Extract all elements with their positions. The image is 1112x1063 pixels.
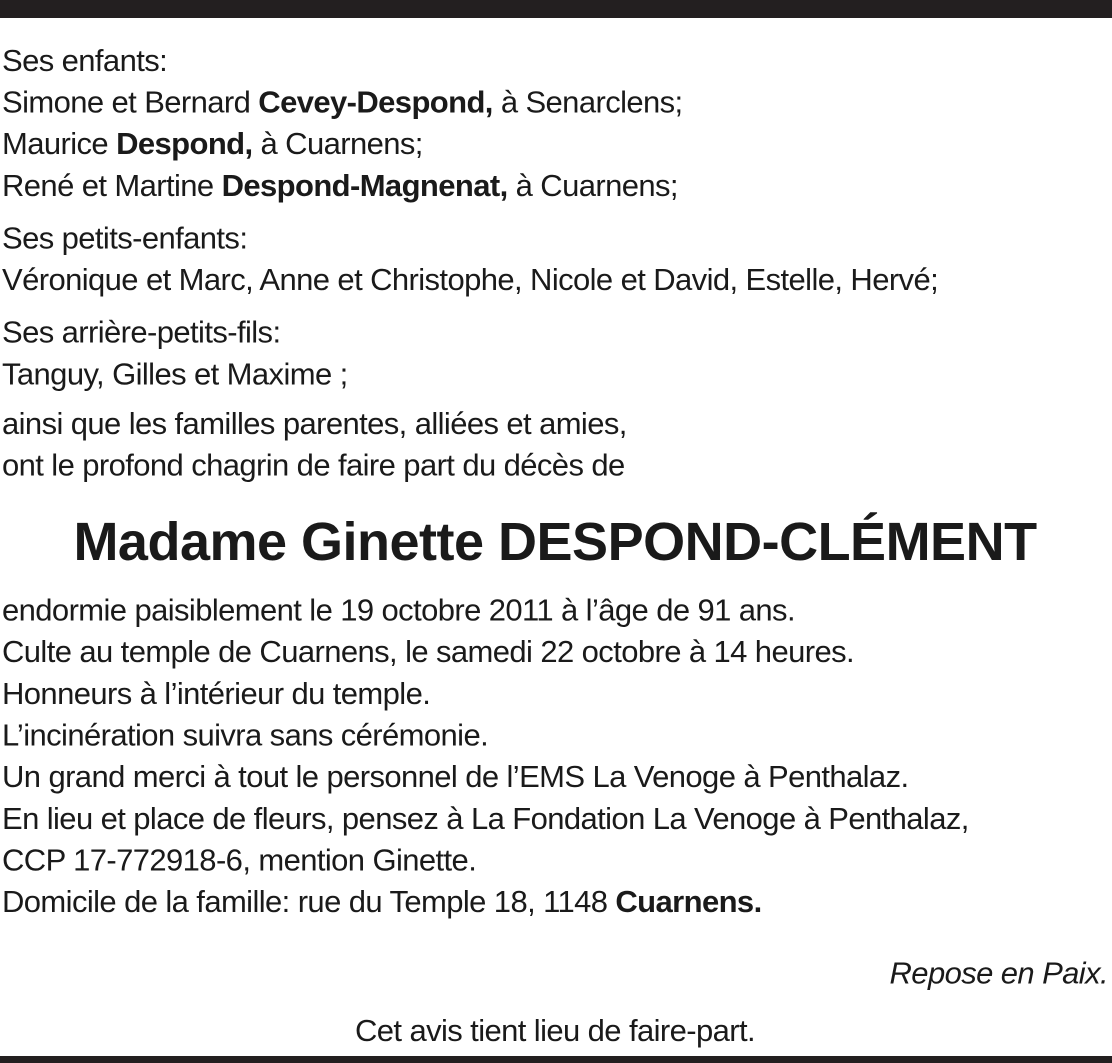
families-line: ont le profond chagrin de faire part du décès de — [2, 447, 625, 483]
detail-line: CCP 17-772918-6, mention Ginette. — [2, 842, 477, 878]
families-line: ainsi que les familles parentes, alliées et amies, — [2, 406, 627, 441]
child-surname: Despond-Magnenat, — [221, 167, 508, 203]
grandchildren-heading: Ses petits-enfants: — [2, 220, 248, 256]
child-surname: Cevey-Despond, — [258, 84, 493, 120]
footer-note: Cet avis tient lieu de faire-part. — [354, 1013, 756, 1049]
detail-line: Culte au temple de Cuarnens, le samedi 22 octobre à 14 heures. — [2, 634, 855, 670]
child-entry: Maurice Despond, à Cuarnens; — [2, 126, 423, 162]
obituary-notice — [2, 40, 1108, 1052]
child-surname: Despond, — [116, 126, 253, 162]
detail-line: En lieu et place de fleurs, pensez à La Fondation La Venoge à Penthalaz, — [2, 800, 969, 836]
detail-line: Honneurs à l’intérieur du temple. — [2, 675, 431, 711]
child-entry: Simone et Bernard Cevey-Despond, à Senarclens; — [2, 84, 683, 120]
detail-line: Un grand merci à tout le personnel de l’EMS La Venoge à Penthalaz. — [2, 759, 909, 795]
children-heading: Ses enfants: — [2, 42, 168, 78]
domicile-town: Cuarnens. — [615, 884, 762, 920]
closing-phrase: Repose en Paix. — [889, 955, 1108, 991]
great-grandchildren-heading: Ses arrière-petits-fils: — [2, 314, 281, 350]
top-rule — [0, 0, 1112, 18]
child-entry: René et Martine Despond-Magnenat, à Cuarnens; — [2, 167, 678, 203]
grandchildren-names: Véronique et Marc, Anne et Christophe, Nicole et David, Estelle, Hervé; — [2, 262, 939, 297]
deceased-name: Madame Ginette DESPOND-CLÉMENT — [73, 512, 1037, 572]
great-grandchildren-names: Tanguy, Gilles et Maxime ; — [2, 356, 348, 392]
bottom-rule — [0, 1056, 1112, 1063]
domicile-line: Domicile de la famille: rue du Temple 18, 1148 Cuarnens. — [2, 884, 762, 920]
detail-line: endormie paisiblement le 19 octobre 2011 à l’âge de 91 ans. — [2, 592, 795, 628]
detail-line: L’incinération suivra sans cérémonie. — [2, 717, 489, 753]
